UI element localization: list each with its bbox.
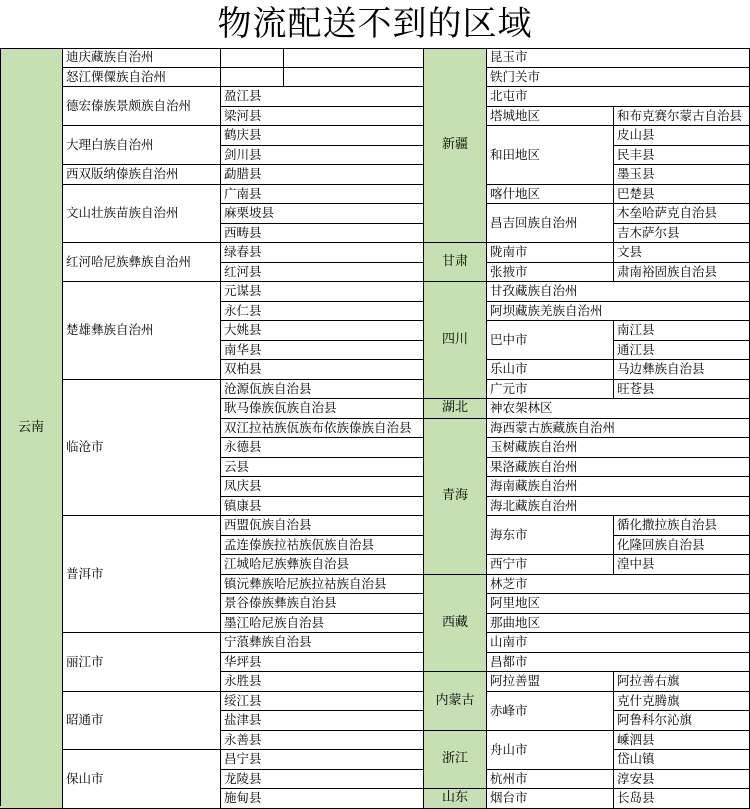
prefecture-cell: 临沧市	[63, 380, 221, 517]
prefecture-cell: 赤峰市	[487, 692, 614, 731]
page-title: 物流配送不到的区域	[217, 4, 533, 44]
prefecture-cell: 德宏傣族景颇族自治州	[63, 87, 221, 126]
county-cell: 绿春县	[221, 243, 424, 263]
county-cell: 华坪县	[221, 653, 424, 673]
prefecture-cell: 文山壮族苗族自治州	[63, 185, 221, 244]
county-cell: 梁河县	[221, 107, 424, 127]
county-cell: 民丰县	[614, 146, 750, 166]
county-cell: 西畴县	[221, 224, 424, 244]
county-cell: 双柏县	[221, 360, 424, 380]
county-cell: 施甸县	[221, 789, 424, 809]
province-cell: 浙江	[424, 731, 487, 790]
county-cell: 旺苍县	[614, 380, 750, 400]
county-cell: 耿马傣族佤族自治县	[221, 399, 424, 419]
province-cell: 内蒙古	[424, 672, 487, 731]
county-cell: 吉木萨尔县	[614, 224, 750, 244]
county-cell: 永仁县	[221, 302, 424, 322]
prefecture-cell: 广元市	[487, 380, 614, 400]
province-cell: 湖北	[424, 399, 487, 419]
prefecture-cell: 昌都市	[487, 653, 750, 673]
county-cell: 沧源佤族自治县	[221, 380, 424, 400]
county-cell: 绥江县	[221, 692, 424, 712]
prefecture-cell: 果洛藏族自治州	[487, 458, 750, 478]
county-cell: 湟中县	[614, 555, 750, 575]
county-cell: 肃南裕固族自治县	[614, 263, 750, 283]
county-cell: 龙陵县	[221, 770, 424, 790]
county-cell: 淳安县	[614, 770, 750, 790]
prefecture-cell: 西双版纳傣族自治州	[63, 165, 221, 185]
prefecture-cell: 海南藏族自治州	[487, 477, 750, 497]
province-cell: 西藏	[424, 575, 487, 673]
county-cell: 西盟佤族自治县	[221, 516, 424, 536]
prefecture-cell: 昌吉回族自治州	[487, 204, 614, 243]
prefecture-cell: 巴中市	[487, 321, 614, 360]
empty-cell	[284, 68, 424, 88]
prefecture-cell: 杭州市	[487, 770, 614, 790]
prefecture-cell: 海北藏族自治州	[487, 497, 750, 517]
county-cell: 镇康县	[221, 497, 424, 517]
prefecture-cell: 普洱市	[63, 516, 221, 633]
prefecture-cell: 昆玉市	[487, 48, 750, 68]
county-cell: 云县	[221, 458, 424, 478]
county-cell: 皮山县	[614, 126, 750, 146]
county-cell: 凤庆县	[221, 477, 424, 497]
county-cell: 剑川县	[221, 146, 424, 166]
county-cell: 红河县	[221, 263, 424, 283]
prefecture-cell: 玉树藏族自治州	[487, 438, 750, 458]
prefecture-cell: 张掖市	[487, 263, 614, 283]
prefecture-cell: 山南市	[487, 633, 750, 653]
prefecture-cell: 神农架林区	[487, 399, 750, 419]
county-cell: 嵊泗县	[614, 731, 750, 751]
prefecture-cell: 怒江傈僳族自治州	[63, 68, 221, 88]
county-cell: 南华县	[221, 341, 424, 361]
county-cell: 克什克腾旗	[614, 692, 750, 712]
county-cell: 勐腊县	[221, 165, 424, 185]
prefecture-cell: 北屯市	[487, 87, 750, 107]
county-cell: 景谷傣族彝族自治县	[221, 594, 424, 614]
empty-cell	[221, 68, 284, 88]
province-cell: 四川	[424, 282, 487, 399]
county-cell: 宁蒗彝族自治县	[221, 633, 424, 653]
county-cell: 麻栗坡县	[221, 204, 424, 224]
county-cell: 和布克赛尔蒙古自治县	[614, 107, 750, 127]
county-cell: 大姚县	[221, 321, 424, 341]
prefecture-cell: 迪庆藏族自治州	[63, 48, 221, 68]
county-cell: 元谋县	[221, 282, 424, 302]
county-cell: 昌宁县	[221, 750, 424, 770]
prefecture-cell: 铁门关市	[487, 68, 750, 88]
prefecture-cell: 楚雄彝族自治州	[63, 282, 221, 380]
province-cell: 甘肃	[424, 243, 487, 282]
prefecture-cell: 昭通市	[63, 692, 221, 751]
county-cell: 孟连傣族拉祜族佤族自治县	[221, 536, 424, 556]
prefecture-cell: 海东市	[487, 516, 614, 555]
empty-cell	[284, 48, 424, 68]
county-cell: 镇沅彝族哈尼族拉祜族自治县	[221, 575, 424, 595]
region-table	[0, 48, 750, 806]
county-cell: 江城哈尼族彝族自治县	[221, 555, 424, 575]
prefecture-cell: 林芝市	[487, 575, 750, 595]
prefecture-cell: 阿坝藏族羌族自治州	[487, 302, 750, 322]
empty-cell	[221, 48, 284, 68]
county-cell: 文县	[614, 243, 750, 263]
county-cell: 阿鲁科尔沁旗	[614, 711, 750, 731]
prefecture-cell: 甘孜藏族自治州	[487, 282, 750, 302]
county-cell: 马边彝族自治县	[614, 360, 750, 380]
county-cell: 永善县	[221, 731, 424, 751]
county-cell: 通江县	[614, 341, 750, 361]
county-cell: 巴楚县	[614, 185, 750, 205]
county-cell: 永德县	[221, 438, 424, 458]
prefecture-cell: 阿里地区	[487, 594, 750, 614]
prefecture-cell: 那曲地区	[487, 614, 750, 634]
province-cell: 青海	[424, 419, 487, 575]
province-cell-yunnan: 云南	[0, 48, 63, 809]
county-cell: 长岛县	[614, 789, 750, 809]
province-cell: 山东	[424, 789, 487, 809]
prefecture-cell: 烟台市	[487, 789, 614, 809]
prefecture-cell: 大理白族自治州	[63, 126, 221, 165]
county-cell: 墨玉县	[614, 165, 750, 185]
county-cell: 双江拉祜族佤族布依族傣族自治县	[221, 419, 424, 439]
county-cell: 鹤庆县	[221, 126, 424, 146]
county-cell: 阿拉善右旗	[614, 672, 750, 692]
county-cell: 化隆回族自治县	[614, 536, 750, 556]
prefecture-cell: 红河哈尼族彝族自治州	[63, 243, 221, 282]
prefecture-cell: 喀什地区	[487, 185, 614, 205]
county-cell: 墨江哈尼族自治县	[221, 614, 424, 634]
county-cell: 循化撒拉族自治县	[614, 516, 750, 536]
county-cell: 盐津县	[221, 711, 424, 731]
county-cell: 广南县	[221, 185, 424, 205]
prefecture-cell: 和田地区	[487, 126, 614, 185]
prefecture-cell: 陇南市	[487, 243, 614, 263]
province-cell: 新疆	[424, 48, 487, 243]
county-cell: 永胜县	[221, 672, 424, 692]
prefecture-cell: 西宁市	[487, 555, 614, 575]
county-cell: 岱山镇	[614, 750, 750, 770]
county-cell: 盈江县	[221, 87, 424, 107]
prefecture-cell: 舟山市	[487, 731, 614, 770]
prefecture-cell: 海西蒙古族藏族自治州	[487, 419, 750, 439]
county-cell: 南江县	[614, 321, 750, 341]
prefecture-cell: 阿拉善盟	[487, 672, 614, 692]
prefecture-cell: 乐山市	[487, 360, 614, 380]
prefecture-cell: 保山市	[63, 750, 221, 809]
prefecture-cell: 塔城地区	[487, 107, 614, 127]
prefecture-cell: 丽江市	[63, 633, 221, 692]
county-cell: 木垒哈萨克自治县	[614, 204, 750, 224]
